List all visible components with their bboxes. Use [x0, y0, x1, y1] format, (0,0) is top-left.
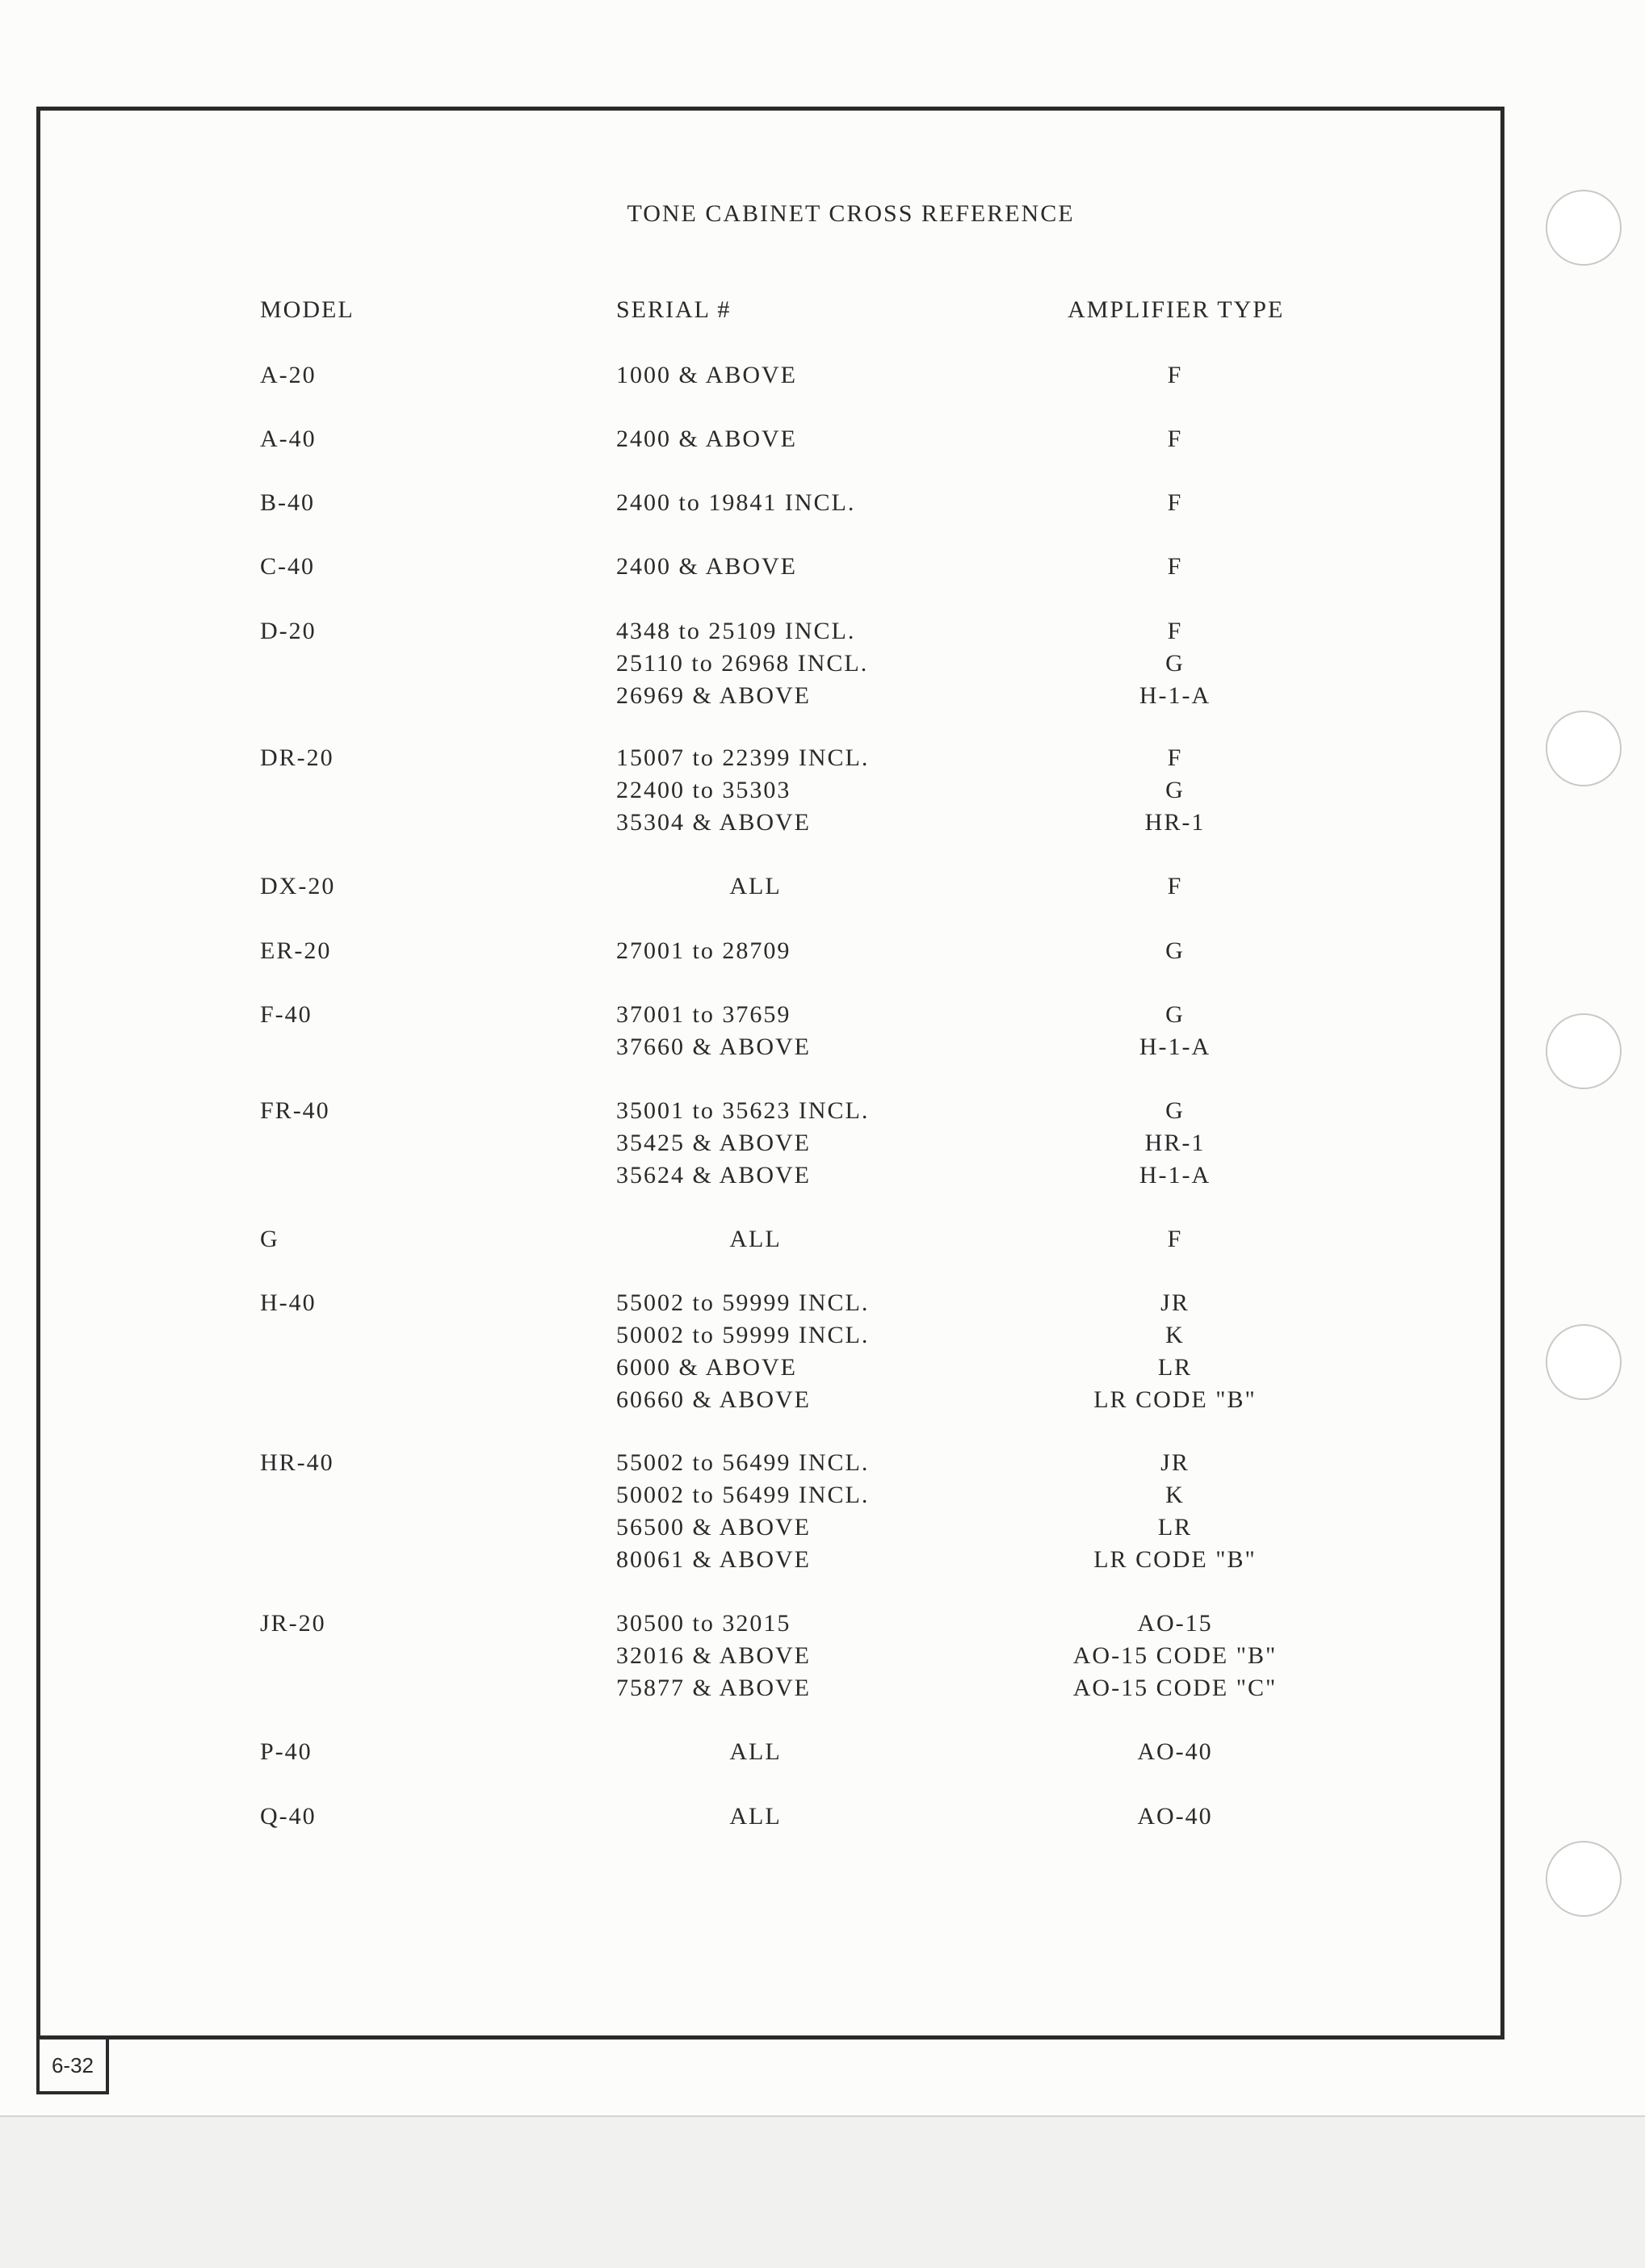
- amplifier-type-cell: AO-40: [1137, 1738, 1213, 1765]
- model-cell: FR-40: [260, 1097, 330, 1124]
- amplifier-type-cell: G: [1165, 650, 1185, 677]
- amplifier-type-cell: HR-1: [1144, 809, 1206, 836]
- amplifier-type-cell: G: [1165, 937, 1185, 964]
- model-cell: D-20: [260, 618, 317, 644]
- serial-cell: 27001 to 28709: [616, 937, 791, 964]
- amplifier-type-cell: F: [1167, 553, 1183, 580]
- page-number: 6-32: [36, 2040, 109, 2094]
- serial-cell: 50002 to 59999 INCL.: [616, 1322, 870, 1348]
- model-cell: A-20: [260, 362, 317, 388]
- model-cell: DX-20: [260, 873, 336, 899]
- amplifier-type-cell: AO-15: [1137, 1610, 1213, 1637]
- amplifier-type-cell: JR: [1160, 1289, 1190, 1316]
- serial-cell: 6000 & ABOVE: [616, 1354, 798, 1381]
- amplifier-type-cell: JR: [1160, 1449, 1190, 1476]
- amplifier-type-cell: LR CODE "B": [1093, 1386, 1257, 1413]
- serial-cell: 35304 & ABOVE: [616, 809, 812, 836]
- amplifier-type-cell: G: [1165, 777, 1185, 803]
- amplifier-type-cell: G: [1165, 1097, 1185, 1124]
- model-cell: A-40: [260, 426, 317, 452]
- serial-cell: 1000 & ABOVE: [616, 362, 798, 388]
- amplifier-type-cell: HR-1: [1144, 1130, 1206, 1156]
- serial-cell: 55002 to 56499 INCL.: [616, 1449, 870, 1476]
- serial-cell: 37001 to 37659: [616, 1001, 791, 1028]
- amplifier-type-cell: LR CODE "B": [1093, 1546, 1257, 1573]
- serial-cell: 4348 to 25109 INCL.: [616, 618, 856, 644]
- amplifier-type-cell: F: [1167, 873, 1183, 899]
- serial-cell: 30500 to 32015: [616, 1610, 791, 1637]
- serial-cell: 50002 to 56499 INCL.: [616, 1482, 870, 1508]
- amplifier-type-cell: K: [1165, 1482, 1185, 1508]
- serial-cell: 26969 & ABOVE: [616, 682, 812, 709]
- model-cell: ER-20: [260, 937, 332, 964]
- amplifier-type-cell: H-1-A: [1139, 1033, 1211, 1060]
- scan-background: [0, 2115, 1645, 2268]
- serial-cell: 35624 & ABOVE: [616, 1162, 812, 1188]
- model-cell: HR-40: [260, 1449, 334, 1476]
- amplifier-type-cell: LR: [1157, 1514, 1193, 1541]
- column-header-model: MODEL: [260, 296, 355, 323]
- column-header-amplifier-type: AMPLIFIER TYPE: [1068, 296, 1285, 323]
- model-cell: C-40: [260, 553, 315, 580]
- serial-cell: 2400 & ABOVE: [616, 553, 798, 580]
- serial-cell: 25110 to 26968 INCL.: [616, 650, 869, 677]
- page-title: TONE CABINET CROSS REFERENCE: [627, 200, 1075, 227]
- binder-hole: [1546, 1013, 1622, 1089]
- model-cell: P-40: [260, 1738, 313, 1765]
- model-cell: JR-20: [260, 1610, 326, 1637]
- amplifier-type-cell: K: [1165, 1322, 1185, 1348]
- amplifier-type-cell: LR: [1157, 1354, 1193, 1381]
- amplifier-type-cell: F: [1167, 744, 1183, 771]
- serial-cell: ALL: [729, 1738, 782, 1765]
- serial-cell: 32016 & ABOVE: [616, 1642, 812, 1669]
- serial-cell: 37660 & ABOVE: [616, 1033, 812, 1060]
- serial-cell: 2400 & ABOVE: [616, 426, 798, 452]
- serial-cell: 22400 to 35303: [616, 777, 791, 803]
- serial-cell: 55002 to 59999 INCL.: [616, 1289, 870, 1316]
- serial-cell: 56500 & ABOVE: [616, 1514, 812, 1541]
- model-cell: B-40: [260, 489, 315, 516]
- binder-hole: [1546, 1324, 1622, 1400]
- serial-cell: 80061 & ABOVE: [616, 1546, 812, 1573]
- model-cell: DR-20: [260, 744, 334, 771]
- serial-cell: 15007 to 22399 INCL.: [616, 744, 870, 771]
- amplifier-type-cell: F: [1167, 489, 1183, 516]
- model-cell: F-40: [260, 1001, 313, 1028]
- model-cell: H-40: [260, 1289, 317, 1316]
- amplifier-type-cell: F: [1167, 426, 1183, 452]
- serial-cell: 2400 to 19841 INCL.: [616, 489, 856, 516]
- amplifier-type-cell: AO-15 CODE "C": [1072, 1675, 1278, 1701]
- amplifier-type-cell: F: [1167, 618, 1183, 644]
- serial-cell: ALL: [729, 1226, 782, 1252]
- serial-cell: 75877 & ABOVE: [616, 1675, 812, 1701]
- binder-hole: [1546, 711, 1622, 786]
- serial-cell: 35425 & ABOVE: [616, 1130, 812, 1156]
- amplifier-type-cell: H-1-A: [1139, 1162, 1211, 1188]
- column-header-serial: SERIAL #: [616, 296, 732, 323]
- amplifier-type-cell: AO-40: [1137, 1803, 1213, 1830]
- amplifier-type-cell: H-1-A: [1139, 682, 1211, 709]
- amplifier-type-cell: F: [1167, 1226, 1183, 1252]
- binder-hole: [1546, 1841, 1622, 1917]
- serial-cell: ALL: [729, 1803, 782, 1830]
- serial-cell: 35001 to 35623 INCL.: [616, 1097, 870, 1124]
- serial-cell: ALL: [729, 873, 782, 899]
- serial-cell: 60660 & ABOVE: [616, 1386, 812, 1413]
- model-cell: G: [260, 1226, 279, 1252]
- amplifier-type-cell: F: [1167, 362, 1183, 388]
- amplifier-type-cell: AO-15 CODE "B": [1072, 1642, 1278, 1669]
- amplifier-type-cell: G: [1165, 1001, 1185, 1028]
- model-cell: Q-40: [260, 1803, 317, 1830]
